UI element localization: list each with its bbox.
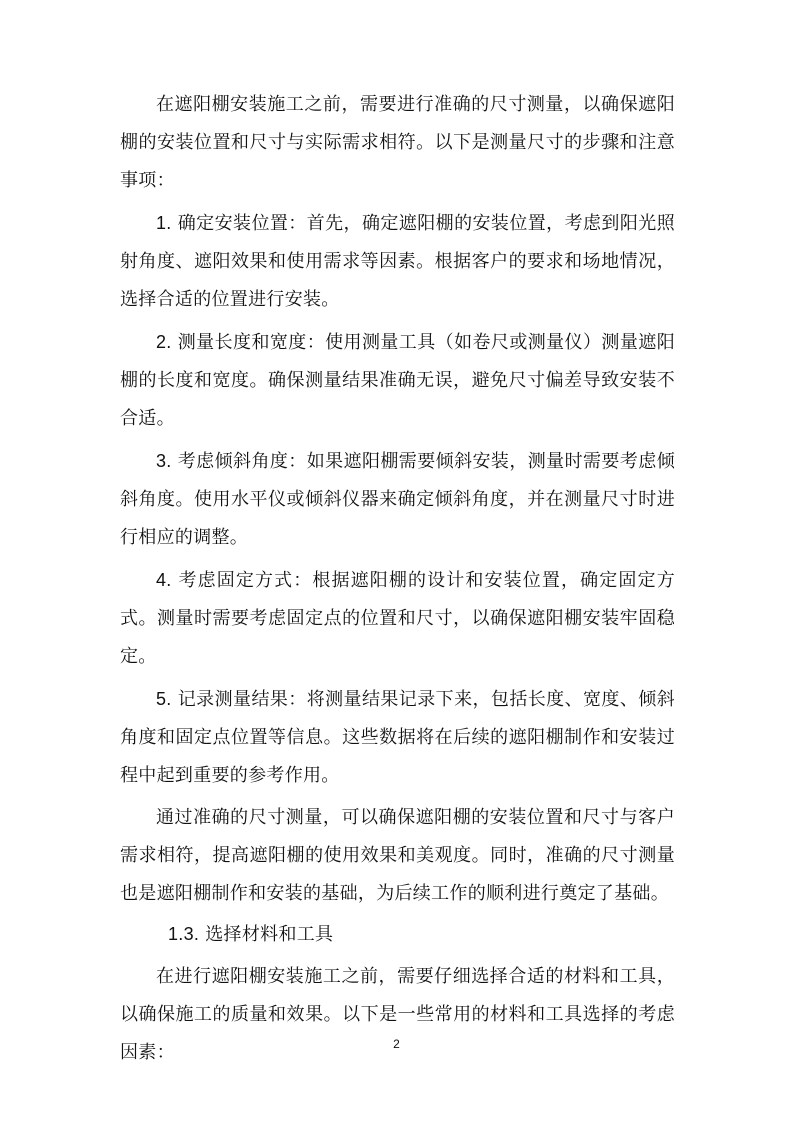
section-title: 选择材料和工具: [199, 924, 334, 945]
document-body: [120, 86, 675, 1072]
step-3-number: 3.: [156, 451, 172, 471]
step-3-paragraph: [120, 442, 675, 557]
step-5-number: 5.: [156, 689, 172, 709]
step-4-paragraph: [120, 561, 675, 676]
conclusion-paragraph: 通过准确的尺寸测量，可以确保遮阳棚的安装位置和尺寸与客户需求相符，提高遮阳棚的使用效果和美观度。同时，准确的尺寸测量也是遮阳棚制作和安装的基础，为后续工作的顺利进行奠定了基础。: [120, 807, 675, 904]
section-heading: [120, 915, 675, 954]
step-1-paragraph: [120, 204, 675, 319]
step-2-number: 2.: [156, 332, 172, 352]
step-4-text: 考虑固定方式：根据遮阳棚的设计和安装位置，确定固定方式。测量时需要考虑固定点的位置和尺寸，以确保遮阳棚安装牢固稳定。: [120, 570, 675, 667]
step-2-text: 测量长度和宽度：使用测量工具（如卷尺或测量仪）测量遮阳棚的长度和宽度。确保测量结果准确无误，避免尺寸偏差导致安装不合适。: [120, 332, 675, 429]
step-5-text: 记录测量结果：将测量结果记录下来，包括长度、宽度、倾斜角度和固定点位置等信息。这些数据将在后续的遮阳棚制作和安装过程中起到重要的参考作用。: [120, 689, 675, 786]
step-3-text: 考虑倾斜角度：如果遮阳棚需要倾斜安装，测量时需要考虑倾斜角度。使用水平仪或倾斜仪器来确定倾斜角度，并在测量尺寸时进行相应的调整。: [120, 451, 675, 548]
intro-paragraph: 在遮阳棚安装施工之前，需要进行准确的尺寸测量，以确保遮阳棚的安装位置和尺寸与实际需求相符。以下是测量尺寸的步骤和注意事项：: [120, 94, 675, 191]
step-1-number: 1.: [156, 213, 172, 233]
page-number: 2: [393, 1037, 400, 1051]
section-number: 1.3.: [168, 924, 200, 944]
step-1-text: 确定安装位置：首先，确定遮阳棚的安装位置，考虑到阳光照射角度、遮阳效果和使用需求等因素。根据客户的要求和场地情况，选择合适的位置进行安装。: [120, 213, 675, 310]
step-4-number: 4.: [156, 570, 172, 590]
section-intro-paragraph: 在进行遮阳棚安装施工之前，需要仔细选择合适的材料和工具，以确保施工的质量和效果。以下是一些常用的材料和工具选择的考虑因素：: [120, 966, 675, 1063]
step-5-paragraph: [120, 680, 675, 795]
step-2-paragraph: [120, 323, 675, 438]
